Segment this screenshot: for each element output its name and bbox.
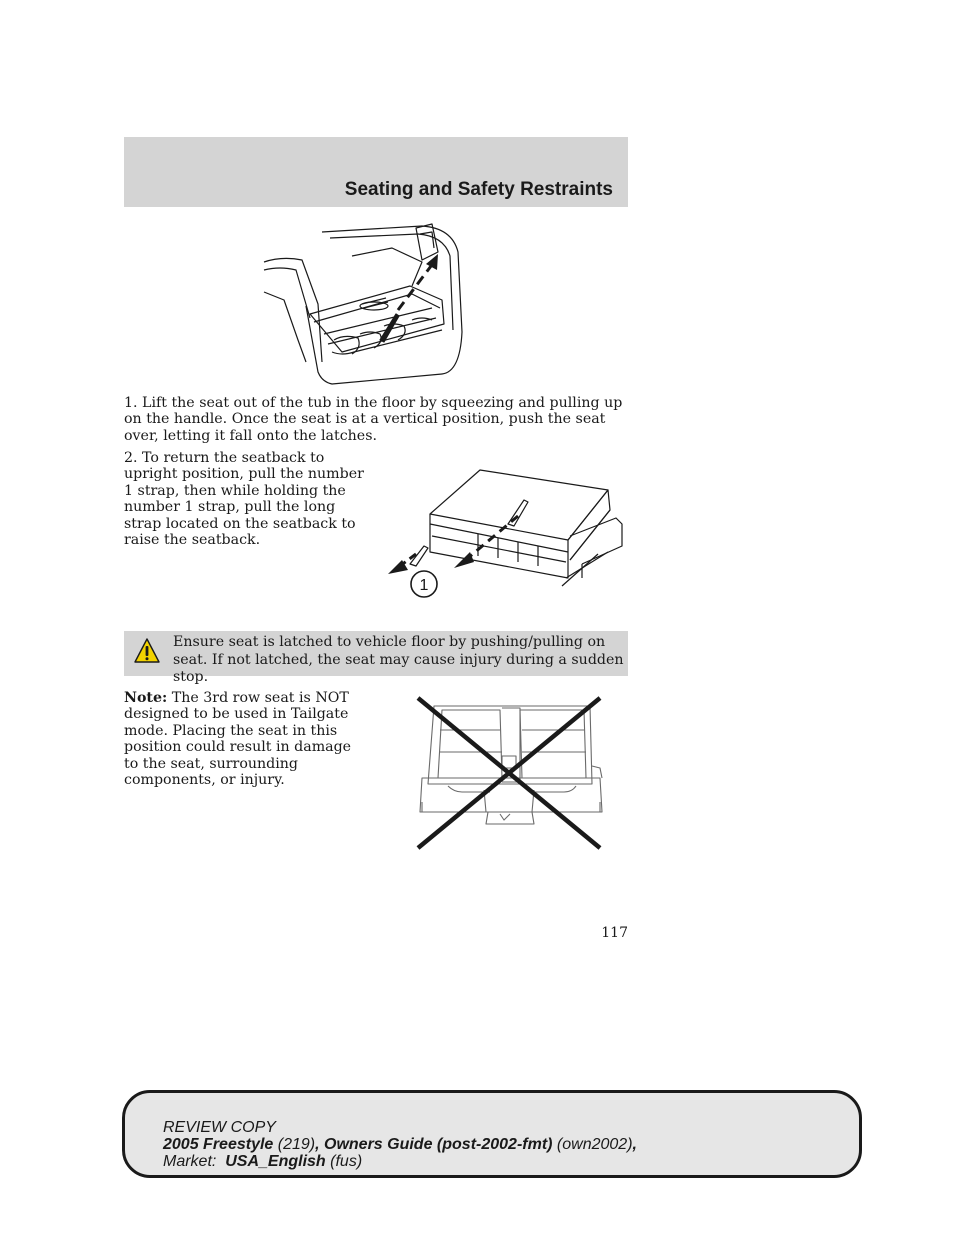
note-text: The 3rd row seat is NOT designed to be used in Tailgate mode. Placing the seat in this position could result in damage to the seat, surrounding components, or injury. — [124, 690, 352, 789]
footer-document-info — [163, 1136, 637, 1153]
seat-lift-illustration — [262, 222, 464, 386]
footer-model-code: (219) — [273, 1136, 316, 1153]
footer-market-label: Market: — [163, 1153, 226, 1170]
footer-guide-code: (own2002) — [552, 1136, 633, 1153]
callout-1-label: 1 — [419, 577, 429, 594]
footer-guide: Owners Guide (post-2002-fmt) — [324, 1136, 553, 1153]
warning-text: Ensure seat is latched to vehicle floor by pushing/pulling on seat. If not latched, the seat may cause injury during a sudden stop. — [173, 634, 624, 685]
review-copy-footer — [122, 1090, 862, 1178]
step-1-text: 1. Lift the seat out of the tub in the floor by squeezing and pulling up on the handle. Once the seat is at a vertical position, push the seat over, letting it fall onto the latches. — [124, 395, 623, 444]
warning-triangle-icon — [133, 637, 161, 665]
note-paragraph — [124, 690, 369, 788]
footer-review-copy: REVIEW COPY — [163, 1119, 276, 1136]
footer-market: USA_English — [225, 1153, 326, 1170]
footer-sep-2: , — [632, 1136, 637, 1153]
section-header-band — [124, 137, 628, 207]
footer-sep-1: , — [315, 1136, 324, 1153]
footer-model: 2005 Freestyle — [163, 1136, 274, 1153]
tailgate-mode-prohibited-illustration — [414, 694, 608, 852]
warning-box — [124, 631, 628, 685]
footer-market-info — [163, 1153, 637, 1170]
note-label: Note: — [124, 690, 168, 706]
seatback-return-illustration — [386, 466, 628, 604]
section-title: Seating and Safety Restraints — [344, 179, 613, 200]
step-2-text: 2. To return the seatback to upright position, pull the number 1 strap, then while holding the number 1 strap, pull the long strap located on the seatback to raise the seatback. — [124, 450, 364, 549]
page-number: 117 — [601, 925, 628, 941]
footer-market-code: (fus) — [325, 1153, 363, 1170]
